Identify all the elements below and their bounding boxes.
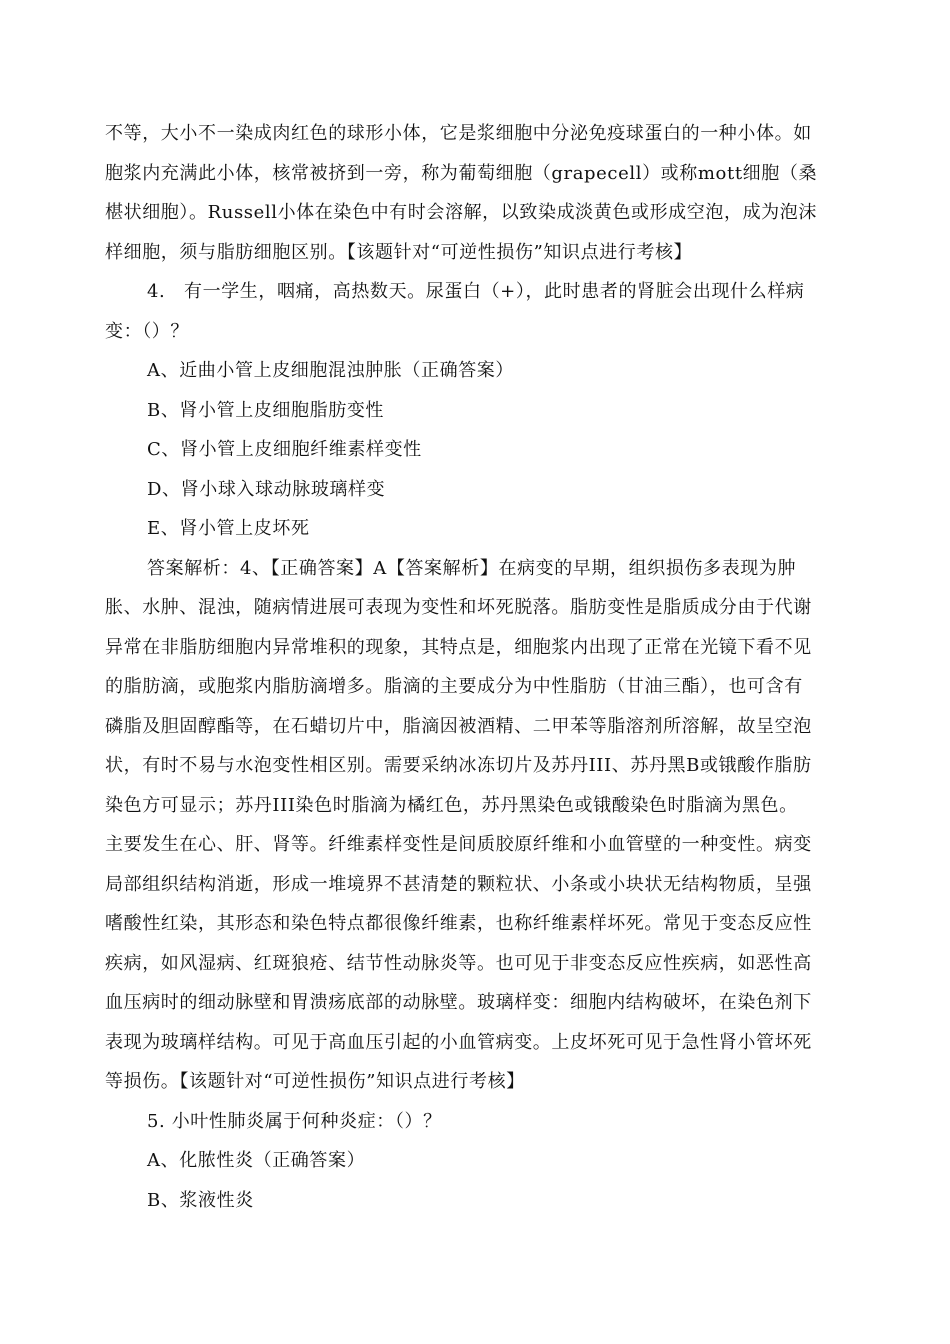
text-line: 变：（）？ [105, 320, 189, 342]
text-line: 答案解析：4、【正确答案】A【答案解析】在病变的早期，组织损伤多表现为肿 [147, 557, 797, 579]
text-line: C、肾小管上皮细胞纤维素样变性 [147, 439, 422, 460]
text-line: 等损伤。【该题针对“可逆性损伤”知识点进行考核】 [105, 1071, 525, 1092]
text-line: E、肾小管上皮坏死 [147, 518, 310, 539]
text-line: 局部组织结构消逝，形成一堆境界不甚清楚的颗粒状、小条或小块状无结构物质，呈强 [105, 873, 812, 895]
text-line: 状，有时不易与水泡变性相区别。需要采纳冰冻切片及苏丹III、苏丹黑B或锇酸作脂肪 [105, 755, 812, 776]
text-line: 胞浆内充满此小体，核常被挤到一旁，称为葡萄细胞（grapecell）或称mott细胞（桑 [105, 162, 818, 184]
text-line: 血压病时的细动脉壁和胃溃疡底部的动脉壁。玻璃样变：细胞内结构破坏，在染色剂下 [105, 992, 812, 1013]
text-line: 染色方可显示；苏丹III染色时脂滴为橘红色，苏丹黑染色或锇酸染色时脂滴为黑色。 [105, 794, 798, 816]
text-line: 磷脂及胆固醇酯等，在石蜡切片中，脂滴因被酒精、二甲苯等脂溶剂所溶解，故呈空泡 [105, 715, 812, 737]
text-line: 表现为玻璃样结构。可见于高血压引起的小血管病变。上皮坏死可见于急性肾小管坏死 [105, 1031, 812, 1053]
text-line: 4. 有一学生，咽痛，高热数天。尿蛋白（+），此时患者的肾脏会出现什么样病 [147, 281, 805, 302]
text-line: B、肾小管上皮细胞脂肪变性 [147, 399, 385, 421]
text-line: 的脂肪滴，或胞浆内脂肪滴增多。脂滴的主要成分为中性脂肪（甘油三酯），也可含有 [105, 676, 803, 697]
text-line: A、近曲小管上皮细胞混浊肿胀（正确答案） [147, 360, 514, 381]
text-line: 椹状细胞）。Russell小体在染色中有时会溶解，以致染成淡黄色或形成空泡，成为泡沫 [105, 202, 817, 223]
text-line: A、化脓性炎（正确答案） [147, 1150, 366, 1171]
text-line: 疾病，如风湿病、红斑狼疮、结节性动脉炎等。也可见于非变态反应性疾病，如恶性高 [105, 952, 812, 974]
text-line: 胀、水肿、混浊，随病情进展可表现为变性和坏死脱落。脂肪变性是脂质成分由于代谢 [105, 597, 812, 618]
text-line: 主要发生在心、肝、肾等。纤维素样变性是间质胶原纤维和小血管壁的一种变性。病变 [105, 834, 812, 855]
document-body [105, 114, 850, 1220]
text-line: 样细胞，须与脂肪细胞区别。【该题针对“可逆性损伤”知识点进行考核】 [105, 241, 693, 263]
text-line: 5. 小叶性肺炎属于何种炎症：（）？ [147, 1110, 442, 1132]
text-line: 异常在非脂肪细胞内异常堆积的现象，其特点是，细胞浆内出现了正常在光镜下看不见 [105, 636, 812, 658]
text-line: 嗜酸性红染，其形态和染色特点都很像纤维素，也称纤维素样坏死。常见于变态反应性 [105, 913, 812, 934]
text-line: 不等，大小不一染成肉红色的球形小体，它是浆细胞中分泌免疫球蛋白的一种小体。如 [105, 123, 812, 144]
text-line: D、肾小球入球动脉玻璃样变 [147, 478, 386, 500]
text-line: B、浆液性炎 [147, 1189, 254, 1211]
